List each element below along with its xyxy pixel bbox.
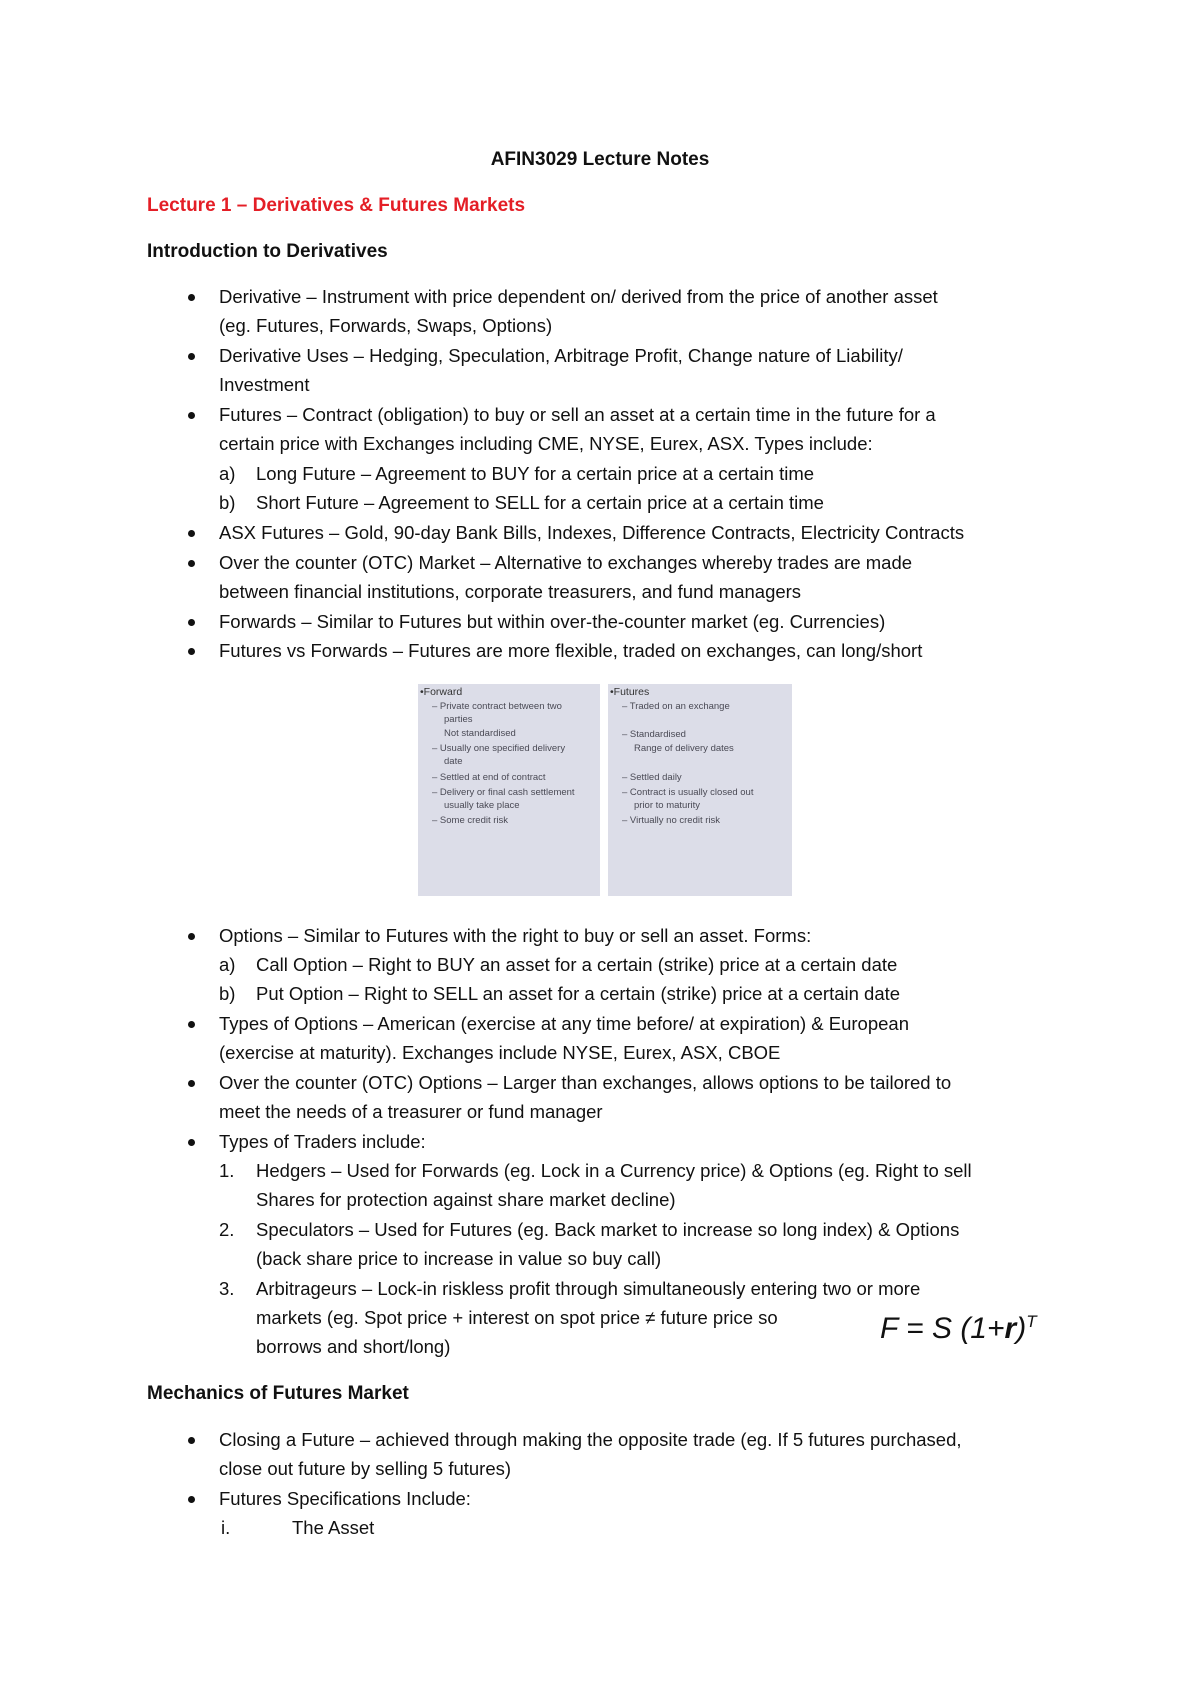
list-item: Derivative Uses – Hedging, Speculation, Arbitrage Profit, Change nature of Liability/ bbox=[219, 345, 903, 366]
sub-list-item: Short Future – Agreement to SELL for a certain price at a certain time bbox=[256, 492, 824, 513]
list-item: Options – Similar to Futures with the right to buy or sell an asset. Forms: bbox=[219, 925, 812, 946]
list-item-continuation: between financial institutions, corporate treasurers, and fund managers bbox=[219, 581, 802, 602]
sub-list-item: Long Future – Agreement to BUY for a certain price at a certain time bbox=[256, 463, 815, 484]
numbered-item-continuation: markets (eg. Spot price + interest on spot price ≠ future price so bbox=[256, 1307, 778, 1328]
list-item: Forwards – Similar to Futures but within over-the-counter market (eg. Currencies) bbox=[219, 611, 886, 632]
list-item-continuation: certain price with Exchanges including CME, NYSE, Eurex, ASX. Types include: bbox=[219, 433, 873, 454]
bullet-dot bbox=[188, 1496, 195, 1503]
forward-item: – Usually one specified delivery bbox=[432, 743, 566, 754]
bullet-dot bbox=[188, 648, 195, 655]
list-item: Futures vs Forwards – Futures are more flexible, traded on exchanges, can long/short bbox=[219, 640, 923, 661]
futures-item: – Settled daily bbox=[622, 772, 682, 783]
list-item: Futures – Contract (obligation) to buy or sell an asset at a certain time in the future for a bbox=[219, 404, 936, 425]
list-item: Types of Traders include: bbox=[219, 1131, 426, 1152]
list-item-continuation: (eg. Futures, Forwards, Swaps, Options) bbox=[219, 315, 553, 336]
list-item-continuation: Investment bbox=[219, 374, 310, 395]
list-item: ASX Futures – Gold, 90-day Bank Bills, Indexes, Difference Contracts, Electricity Contracts bbox=[219, 522, 965, 543]
list-item-continuation: (exercise at maturity). Exchanges include NYSE, Eurex, ASX, CBOE bbox=[219, 1042, 781, 1063]
bullet-dot bbox=[188, 619, 195, 626]
forward-item: date bbox=[444, 756, 463, 767]
bullet-dot bbox=[188, 1139, 195, 1146]
numbered-item: Hedgers – Used for Forwards (eg. Lock in a Currency price) & Options (eg. Right to sell bbox=[256, 1160, 972, 1181]
formula-close: ) bbox=[1016, 1312, 1027, 1345]
futures-item: – Contract is usually closed out bbox=[622, 787, 754, 798]
lecture-heading: Lecture 1 – Derivatives & Futures Markets bbox=[147, 195, 526, 216]
sub-list-marker: b) bbox=[219, 492, 236, 513]
section-heading-introduction: Introduction to Derivatives bbox=[147, 241, 388, 262]
sub-list-item: Call Option – Right to BUY an asset for a certain (strike) price at a certain date bbox=[256, 954, 898, 975]
bullet-dot bbox=[188, 1437, 195, 1444]
futures-item: prior to maturity bbox=[634, 800, 700, 811]
futures-item: – Virtually no credit risk bbox=[622, 815, 721, 826]
numbered-item-continuation: Shares for protection against share market decline) bbox=[256, 1189, 676, 1210]
page-title: AFIN3029 Lecture Notes bbox=[490, 149, 710, 170]
formula-lhs: F = S (1+ bbox=[880, 1312, 1005, 1345]
forward-item: – Private contract between two bbox=[432, 701, 562, 712]
futures-heading: •Futures bbox=[610, 686, 650, 698]
numbered-item-continuation: (back share price to increase in value so buy call) bbox=[256, 1248, 662, 1269]
futures-item: – Standardised bbox=[622, 729, 686, 740]
forward-item: – Delivery or final cash settlement bbox=[432, 787, 575, 798]
list-item: Over the counter (OTC) Market – Alternative to exchanges whereby trades are made bbox=[219, 552, 913, 573]
bullet-dot bbox=[188, 1021, 195, 1028]
bullet-dot bbox=[188, 353, 195, 360]
numbered-item: Arbitrageurs – Lock-in riskless profit through simultaneously entering two or more bbox=[256, 1278, 921, 1299]
forward-item: usually take place bbox=[444, 800, 520, 811]
list-item: Over the counter (OTC) Options – Larger than exchanges, allows options to be tailored to bbox=[219, 1072, 952, 1093]
roman-item: The Asset bbox=[292, 1517, 375, 1538]
sub-list-marker: b) bbox=[219, 983, 236, 1004]
forward-item: parties bbox=[444, 714, 473, 725]
numbered-item-continuation: borrows and short/long) bbox=[256, 1336, 451, 1357]
list-item: Types of Options – American (exercise at any time before/ at expiration) & European bbox=[219, 1013, 909, 1034]
sub-list-item: Put Option – Right to SELL an asset for a certain (strike) price at a certain date bbox=[256, 983, 901, 1004]
forward-price-formula bbox=[880, 1312, 1037, 1346]
numbered-marker: 3. bbox=[219, 1278, 235, 1299]
numbered-marker: 2. bbox=[219, 1219, 235, 1240]
bullet-dot bbox=[188, 294, 195, 301]
bullet-dot bbox=[188, 933, 195, 940]
sub-list-marker: a) bbox=[219, 954, 236, 975]
forward-item: – Some credit risk bbox=[432, 815, 509, 826]
formula-exponent: T bbox=[1026, 1312, 1037, 1331]
list-item: Futures Specifications Include: bbox=[219, 1488, 471, 1509]
list-item: Closing a Future – achieved through making the opposite trade (eg. If 5 futures purchased, bbox=[219, 1429, 962, 1450]
futures-item: – Traded on an exchange bbox=[622, 701, 730, 712]
section-heading-mechanics: Mechanics of Futures Market bbox=[147, 1383, 409, 1404]
bullet-dot bbox=[188, 1080, 195, 1087]
futures-item: Range of delivery dates bbox=[634, 743, 734, 754]
list-item-continuation: meet the needs of a treasurer or fund manager bbox=[219, 1101, 603, 1122]
forward-item: Not standardised bbox=[444, 728, 516, 739]
list-item-continuation: close out future by selling 5 futures) bbox=[219, 1458, 512, 1479]
roman-marker: i. bbox=[221, 1517, 231, 1538]
forward-heading: •Forward bbox=[420, 686, 463, 698]
futures-column bbox=[608, 684, 792, 896]
bullet-dot bbox=[188, 530, 195, 537]
forward-column bbox=[418, 684, 600, 896]
sub-list-marker: a) bbox=[219, 463, 236, 484]
numbered-item: Speculators – Used for Futures (eg. Back market to increase so long index) & Options bbox=[256, 1219, 960, 1240]
list-item: Derivative – Instrument with price dependent on/ derived from the price of another asset bbox=[219, 286, 938, 307]
forward-vs-futures-figure bbox=[418, 684, 792, 896]
numbered-marker: 1. bbox=[219, 1160, 235, 1181]
bullet-dot bbox=[188, 412, 195, 419]
formula-rate: r bbox=[1004, 1312, 1017, 1345]
forward-item: – Settled at end of contract bbox=[432, 772, 546, 783]
bullet-dot bbox=[188, 560, 195, 567]
